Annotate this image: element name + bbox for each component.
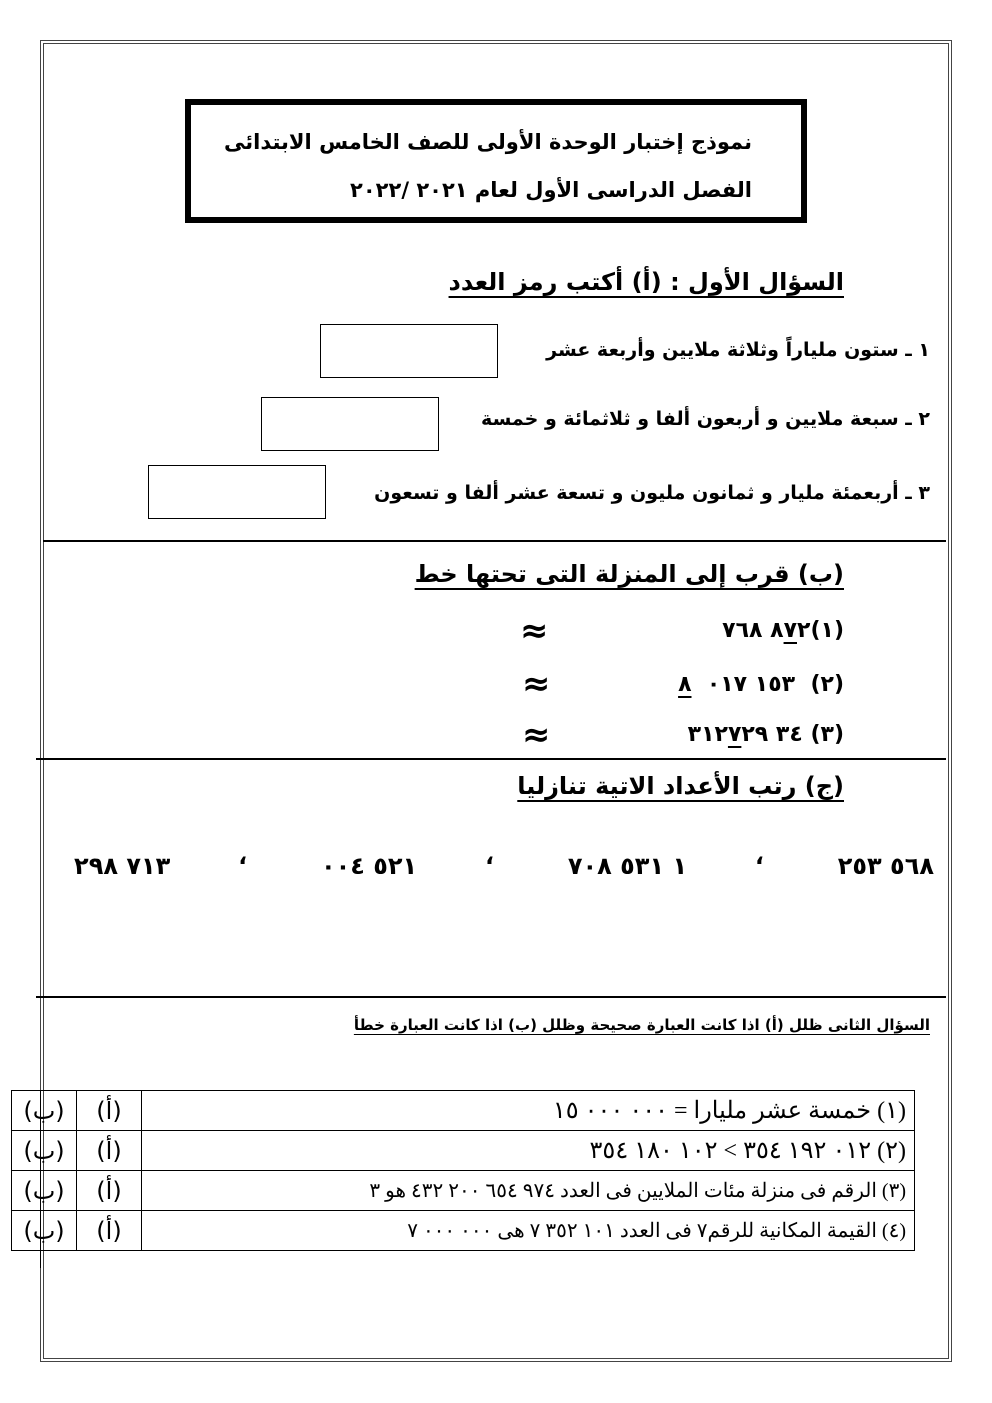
statement: (٤) القيمة المكانية للرقم٧ فى العدد ١٠١ ٣٥٢ ٧ هى ٠٠٠ ٠٠٠ ٧ bbox=[142, 1211, 915, 1251]
answer-box-1[interactable] bbox=[320, 324, 498, 378]
section-divider-3 bbox=[36, 996, 946, 998]
section-divider-2 bbox=[36, 758, 946, 760]
round-digits-after: ٢ ٧٦٨ bbox=[722, 618, 811, 643]
table-row bbox=[12, 1131, 915, 1171]
q1-item-1: ١ ـ ستون ملياراً وثلاثة ملايين وأربعة عشر bbox=[546, 339, 930, 361]
option-b[interactable]: (ب) bbox=[12, 1131, 77, 1171]
option-a[interactable]: (أ) bbox=[77, 1131, 142, 1171]
separator: ‘ bbox=[238, 852, 254, 880]
option-a[interactable]: (أ) bbox=[77, 1091, 142, 1131]
round-item-label: (٣) bbox=[810, 722, 844, 747]
round-digits-after: ١٥٣ ٠١٧ bbox=[706, 672, 803, 697]
statement: (١) خمسة عشر مليارا = ٠٠٠ ٠٠٠ ١٥ bbox=[142, 1091, 915, 1131]
exam-title: نموذج إختبار الوحدة الأولى للصف الخامس الابتدائى bbox=[224, 130, 752, 154]
number-item: ٧١٣ ٢٩٨ bbox=[74, 852, 171, 880]
round-item-3 bbox=[688, 722, 844, 747]
option-b[interactable]: (ب) bbox=[12, 1171, 77, 1211]
underlined-digit: ٧ bbox=[727, 722, 742, 747]
round-digits-before: ٨ bbox=[770, 618, 784, 643]
number-item: ٥٢١ ٠٠٤ bbox=[320, 852, 418, 880]
separator: ‘ bbox=[754, 852, 770, 880]
option-b[interactable]: (ب) bbox=[12, 1211, 77, 1251]
round-digits-after: ٣٤ ٣١٢ bbox=[687, 722, 803, 747]
table-row bbox=[12, 1211, 915, 1251]
separator: ‘ bbox=[484, 852, 501, 880]
round-item-label: (١) bbox=[810, 618, 844, 643]
exam-term: الفصل الدراسى الأول لعام ٢٠٢١ /٢٠٢٢ bbox=[350, 178, 752, 202]
underlined-digit: ٨ bbox=[678, 672, 692, 697]
page-border-overlap bbox=[40, 1090, 41, 1268]
table-row bbox=[12, 1091, 915, 1131]
answer-box-2[interactable] bbox=[261, 397, 439, 451]
partc-heading: (ج) رتب الأعداد الاتية تنازليا bbox=[517, 772, 844, 800]
option-b[interactable]: (ب) bbox=[12, 1091, 77, 1131]
answer-box-3[interactable] bbox=[148, 465, 326, 519]
round-item-1 bbox=[722, 618, 844, 643]
q1-item-2: ٢ ـ سبعة ملايين و أربعون ألفا و ثلاثمائة و خمسة bbox=[481, 408, 930, 430]
option-a[interactable]: (أ) bbox=[77, 1171, 142, 1211]
q1-item-3: ٣ ـ أربعمئة مليار و ثمانون مليون و تسعة عشر ألفا و تسعون bbox=[374, 482, 930, 504]
true-false-table bbox=[11, 1090, 915, 1251]
numbers-list bbox=[74, 852, 934, 880]
q1-heading: السؤال الأول : (أ) أكتب رمز العدد bbox=[448, 268, 844, 296]
partb-heading: (ب) قرب إلى المنزلة التى تحتها خط bbox=[414, 560, 844, 588]
round-item-2 bbox=[678, 672, 844, 697]
table-row bbox=[12, 1171, 915, 1211]
section-divider-1 bbox=[43, 540, 946, 542]
approx-icon: ≈ bbox=[522, 664, 551, 704]
round-digits-before: ٢٩ bbox=[741, 722, 769, 747]
q2-heading: السؤال الثانى ظلل (أ) اذا كانت العبارة صحيحة وظلل (ب) اذا كانت العبارة خطأ bbox=[353, 1016, 930, 1034]
round-item-label: (٢) bbox=[810, 672, 844, 697]
number-item: ٥٦٨ ٢٥٣ bbox=[837, 852, 934, 880]
exam-title-box bbox=[185, 99, 807, 223]
number-item: ١ ٥٣١ ٧٠٨ bbox=[567, 852, 688, 880]
option-a[interactable]: (أ) bbox=[77, 1211, 142, 1251]
approx-icon: ≈ bbox=[522, 715, 551, 755]
statement: (٢) ٠١٢ ١٩٢ ٣٥٤ > ١٠٢ ١٨٠ ٣٥٤ bbox=[142, 1131, 915, 1171]
underlined-digit: ٧ bbox=[783, 618, 797, 643]
approx-icon: ≈ bbox=[520, 611, 549, 651]
statement: (٣) الرقم فى منزلة مئات الملايين فى العدد ٩٧٤ ٦٥٤ ٢٠٠ ٤٣٢ هو ٣ bbox=[142, 1171, 915, 1211]
